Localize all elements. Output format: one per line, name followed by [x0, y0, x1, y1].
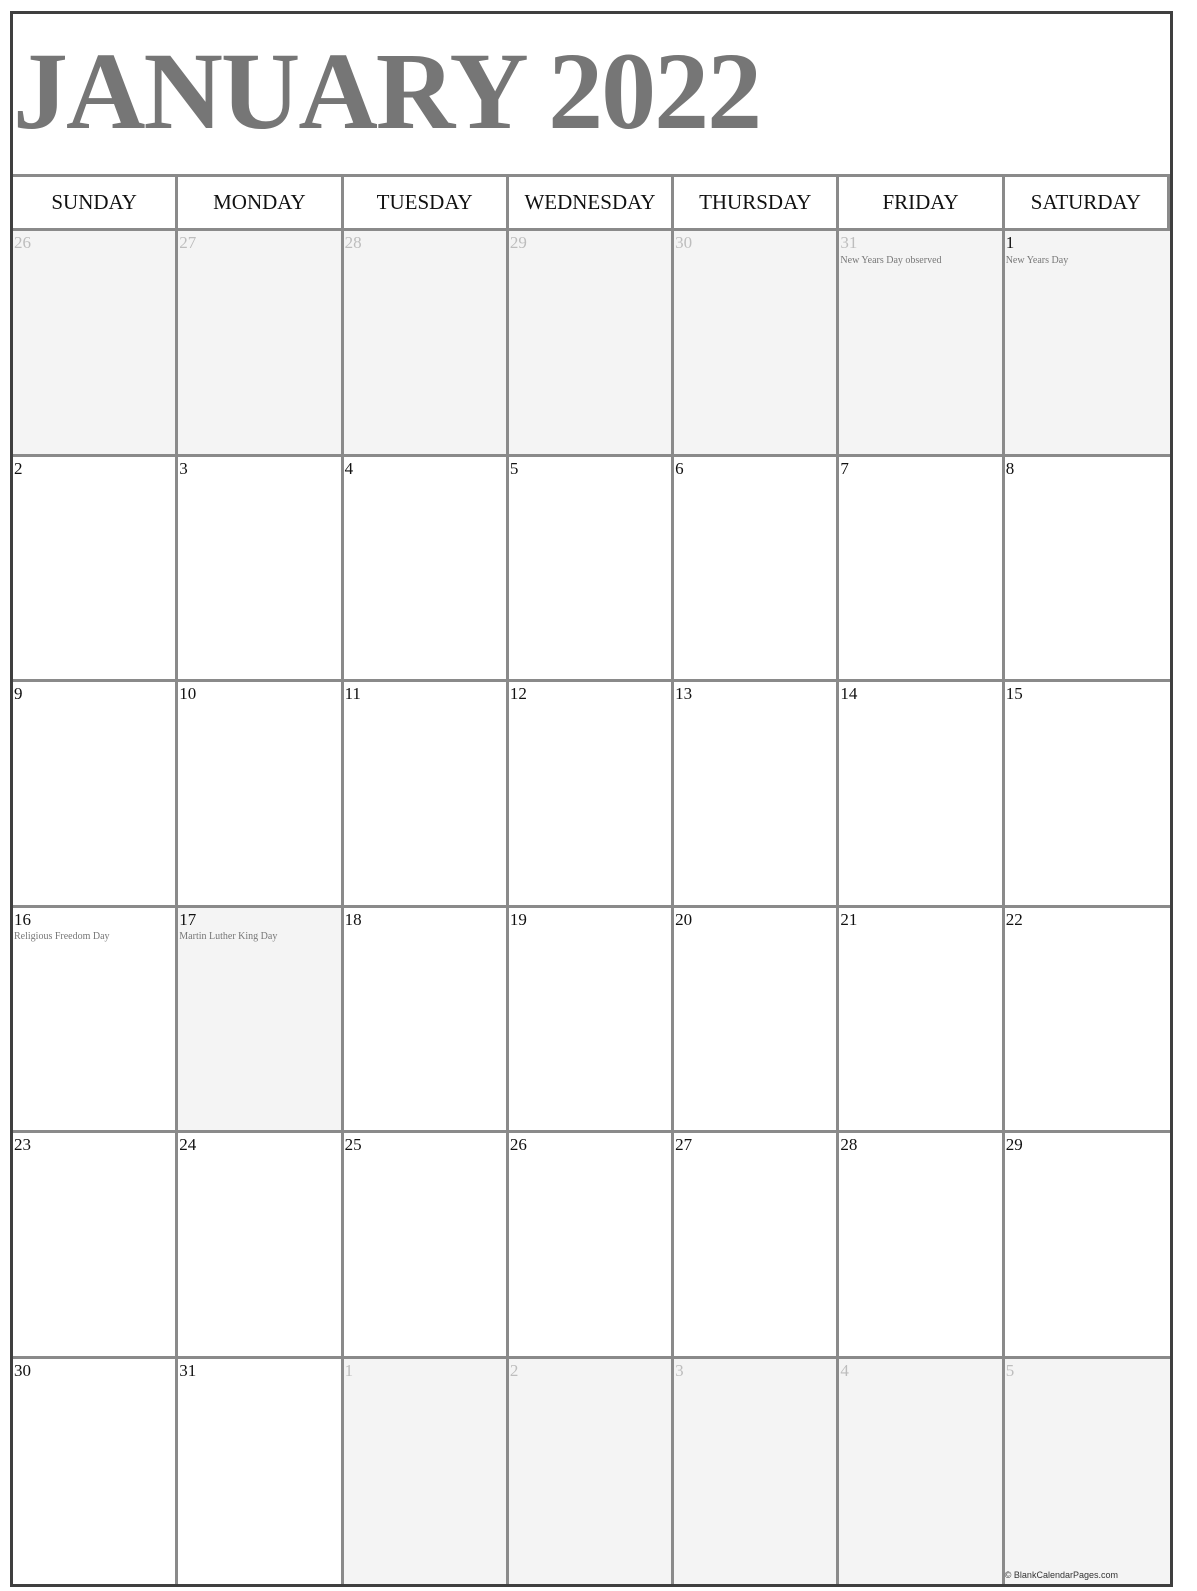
day-cell[interactable] — [344, 1359, 509, 1585]
day-cell[interactable] — [509, 1133, 674, 1359]
day-cell[interactable] — [674, 1133, 839, 1359]
day-number: 5 — [509, 458, 519, 478]
day-number: 1 — [344, 1360, 354, 1380]
day-cell[interactable] — [674, 457, 839, 683]
day-cell[interactable] — [344, 1133, 509, 1359]
day-number: 12 — [509, 684, 527, 703]
day-number: 1 — [1005, 233, 1015, 252]
day-number: 27 — [675, 1135, 693, 1154]
day-number: 3 — [675, 1360, 684, 1380]
day-cell[interactable] — [13, 908, 178, 1134]
day-cell[interactable] — [509, 457, 674, 683]
day-number: 4 — [840, 1360, 849, 1380]
day-cell[interactable] — [509, 908, 674, 1134]
day-number: 24 — [179, 1135, 197, 1154]
day-cell[interactable] — [13, 231, 178, 457]
day-cell[interactable] — [674, 1359, 839, 1585]
day-cell[interactable] — [344, 908, 509, 1134]
day-number: 22 — [1005, 909, 1023, 929]
day-number: 28 — [344, 233, 362, 252]
day-number: 16 — [14, 909, 31, 929]
weekday-header: WEDNESDAY — [509, 177, 674, 231]
day-cell[interactable] — [178, 682, 343, 908]
day-number: 7 — [840, 458, 849, 478]
day-cell[interactable] — [839, 1133, 1004, 1359]
day-cell[interactable] — [1005, 1133, 1170, 1359]
day-number: 30 — [675, 233, 693, 252]
credit-text: © BlankCalendarPages.com — [1004, 1570, 1118, 1580]
weekday-header: SATURDAY — [1005, 177, 1170, 231]
day-cell[interactable] — [178, 231, 343, 457]
day-number: 6 — [675, 458, 684, 478]
day-number: 31 — [179, 1360, 197, 1380]
day-number: 9 — [14, 684, 23, 703]
day-cell[interactable] — [509, 682, 674, 908]
day-number: 21 — [840, 909, 858, 929]
day-cell[interactable] — [839, 1359, 1004, 1585]
day-cell[interactable] — [839, 231, 1004, 457]
calendar-frame — [10, 11, 1173, 1587]
weekday-header: MONDAY — [178, 177, 343, 231]
day-cell[interactable] — [674, 908, 839, 1134]
day-number: 3 — [179, 458, 188, 478]
day-cell[interactable] — [1005, 908, 1170, 1134]
weekday-header: TUESDAY — [344, 177, 509, 231]
day-cell[interactable] — [1005, 231, 1170, 457]
day-number: 31 — [840, 233, 858, 252]
weekday-header: THURSDAY — [674, 177, 839, 231]
day-number: 26 — [509, 1135, 527, 1154]
day-number: 8 — [1005, 458, 1015, 478]
calendar-title: JANUARY 2022 — [13, 30, 761, 152]
day-cell[interactable] — [13, 1133, 178, 1359]
weekday-header: SUNDAY — [13, 177, 178, 231]
day-number: 17 — [179, 909, 197, 929]
day-cell[interactable] — [1005, 457, 1170, 683]
day-number: 2 — [14, 458, 23, 478]
day-number: 10 — [179, 684, 197, 703]
day-number: 27 — [179, 233, 197, 252]
day-number: 4 — [344, 458, 354, 478]
day-number: 11 — [344, 684, 361, 703]
day-cell[interactable] — [178, 1133, 343, 1359]
day-cell[interactable] — [13, 457, 178, 683]
day-number: 20 — [675, 909, 693, 929]
day-cell[interactable] — [344, 231, 509, 457]
holiday-label: Martin Luther King Day — [179, 931, 278, 943]
day-cell[interactable] — [839, 682, 1004, 908]
holiday-label: New Years Day observed — [840, 254, 942, 266]
day-number: 25 — [344, 1135, 362, 1154]
day-cell[interactable] — [13, 1359, 178, 1585]
day-number: 23 — [14, 1135, 31, 1154]
day-cell[interactable] — [674, 231, 839, 457]
day-cell[interactable] — [1005, 682, 1170, 908]
day-number: 29 — [1005, 1135, 1023, 1154]
day-cell[interactable] — [839, 457, 1004, 683]
day-cell[interactable] — [344, 457, 509, 683]
day-number: 14 — [840, 684, 858, 703]
day-number: 2 — [509, 1360, 519, 1380]
day-cell[interactable] — [344, 682, 509, 908]
day-number: 28 — [840, 1135, 858, 1154]
day-number: 19 — [509, 909, 527, 929]
day-cell[interactable] — [178, 457, 343, 683]
day-cell[interactable] — [13, 682, 178, 908]
day-cell[interactable] — [509, 1359, 674, 1585]
holiday-label: New Years Day — [1005, 254, 1069, 266]
weekday-header: FRIDAY — [839, 177, 1004, 231]
day-number: 30 — [14, 1360, 31, 1380]
day-cell[interactable] — [178, 1359, 343, 1585]
day-number: 15 — [1005, 684, 1023, 703]
day-number: 18 — [344, 909, 362, 929]
day-cell[interactable] — [839, 908, 1004, 1134]
day-number: 26 — [14, 233, 31, 252]
day-cell[interactable] — [1005, 1359, 1170, 1585]
holiday-label: Religious Freedom Day — [14, 931, 110, 943]
calendar-grid — [13, 174, 1170, 1584]
day-cell[interactable] — [674, 682, 839, 908]
day-cell[interactable] — [509, 231, 674, 457]
day-number: 13 — [675, 684, 693, 703]
day-cell[interactable] — [178, 908, 343, 1134]
day-number: 5 — [1005, 1360, 1015, 1380]
day-number: 29 — [509, 233, 527, 252]
